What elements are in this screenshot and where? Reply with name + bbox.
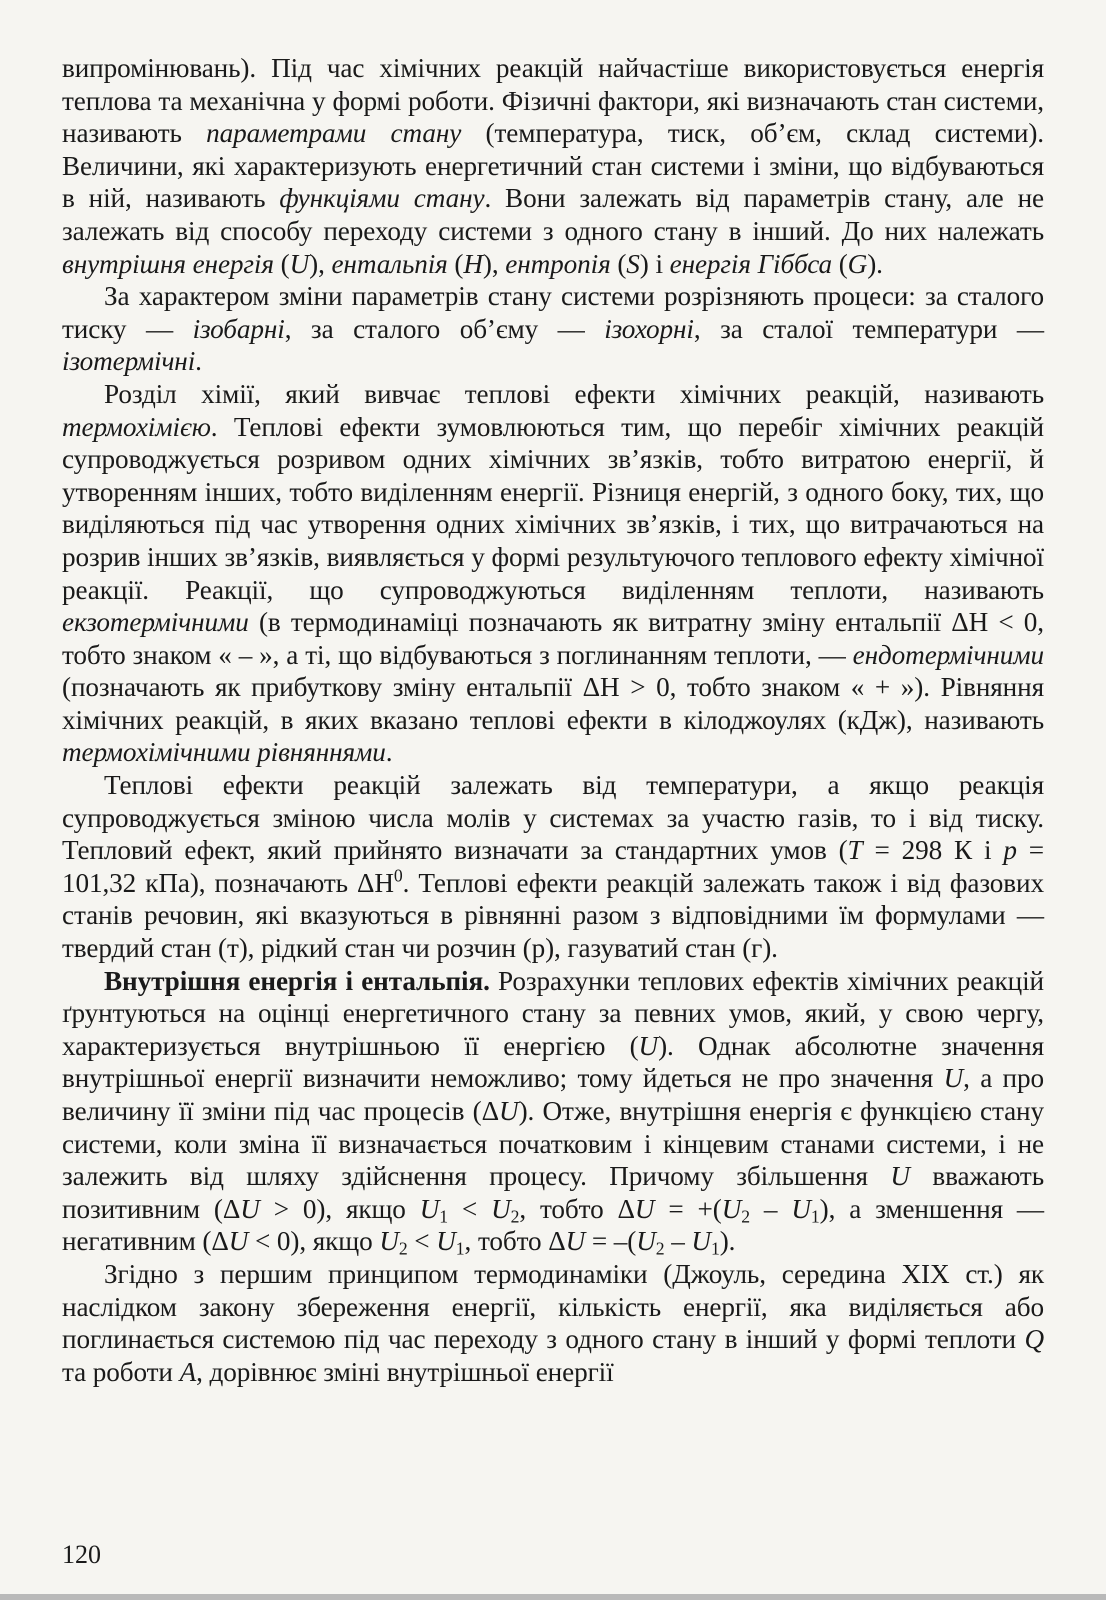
- italic-term: T: [847, 835, 863, 866]
- subscript: 1: [810, 1206, 820, 1227]
- subscript: 1: [439, 1206, 449, 1227]
- italic-term: ентальпія: [331, 248, 448, 279]
- text-run: > 0), якщо: [259, 1193, 420, 1224]
- text-run: (позначають як прибуткову зміну ентальпії ΔH > 0, тобто знаком « + »). Рівняння хімічних реакцій, в яких вказано теплові ефекти в кілоджоулях (кДж), називають: [62, 672, 1044, 735]
- italic-term: U: [419, 1193, 440, 1224]
- subscript: 2: [655, 1238, 665, 1259]
- text-run: ). Однак абсолютне значення внутрішньої енергії визначити неможливо; тому йдеться не про значення: [62, 1030, 1044, 1094]
- text-run: (в термодинаміці позначають як витратну зміну ентальпії ΔH < 0, тобто знаком « – », а ті, що відбуваються з поглинанням теплоти, —: [62, 607, 1044, 670]
- subscript: 1: [455, 1238, 465, 1259]
- italic-term: U: [491, 1193, 511, 1224]
- italic-term: U: [943, 1063, 964, 1094]
- italic-term: U: [240, 1193, 260, 1224]
- text-run: = –(: [585, 1226, 637, 1257]
- text-run: Теплові ефекти реакцій залежать від температури, а якщо реакція супроводжується зміною числа молів у системах за участю газів, то і від тиску. Тепловий ефект, який прийнято визначати за стандартних умов (: [62, 770, 1044, 866]
- italic-term: U: [634, 1193, 655, 1224]
- text-run: . Теплові ефекти реакцій залежать також і від фазових станів речовин, які вказуються в рівнянні разом з відповідними їм формулами — твердий стан (т), рідкий стан чи розчин (р), газуватий стан (г).: [62, 867, 1044, 964]
- text-run: Розрахунки теплових ефектів хімічних реакцій ґрунтуються на оцінці енергетичного стану за певних умов, який, у свою чергу, характеризується внутрішньою її енергією (: [62, 965, 1044, 1061]
- bold-heading: Внутрішня енергія і ентальпія.: [104, 965, 490, 996]
- subscript: 2: [510, 1206, 520, 1227]
- italic-term: U: [565, 1226, 586, 1257]
- italic-term: U: [499, 1096, 519, 1126]
- italic-term: ізохорні: [604, 313, 694, 344]
- text-run: випромінювань). Під час хімічних реакцій найчастіше використовується енергія теплова та механічна у формі роботи. Фізичні фактори, які визначають стан системи, називають: [62, 53, 1044, 149]
- italic-term: U: [636, 1226, 656, 1257]
- text-run: ).: [719, 1226, 736, 1257]
- italic-term: U: [691, 1226, 711, 1257]
- paragraph-internal-energy: [62, 965, 1044, 1258]
- italic-term: U: [791, 1193, 811, 1224]
- italic-term: U: [379, 1226, 399, 1257]
- text-run: вважають позитивним (Δ: [62, 1161, 1045, 1224]
- italic-term: ізотермічні: [62, 346, 196, 377]
- text-run: .: [385, 737, 393, 768]
- italic-term: термохімією: [62, 411, 211, 442]
- text-run: (: [447, 248, 464, 279]
- subscript: 2: [741, 1206, 750, 1227]
- text-run: (: [610, 248, 627, 279]
- paragraph-first-law: [62, 1258, 1044, 1388]
- italic-term: Q: [1024, 1324, 1044, 1355]
- text-run: = 101,32 кПа), позначають ΔH: [62, 835, 1045, 898]
- text-run: = 298 К і: [862, 835, 1004, 866]
- italic-term: H: [463, 248, 483, 279]
- text-run: , тобто Δ: [464, 1226, 566, 1257]
- italic-term: p: [1003, 835, 1017, 866]
- text-run: ),: [309, 248, 332, 279]
- italic-term: U: [721, 1193, 742, 1224]
- text-run: , за сталої температури —: [693, 313, 1044, 344]
- text-run: –: [664, 1226, 692, 1257]
- text-run: = +(: [654, 1193, 722, 1224]
- italic-term: енергія Гіббса: [669, 248, 832, 279]
- italic-term: U: [638, 1030, 659, 1061]
- text-run: Згідно з першим принципом термодинаміки (Джоуль, середина XIX ст.) як наслідком закону збереження енергії, кількість енергії, яка виділяється або поглинається системою під час переходу з одного стану в інший у формі теплоти: [62, 1258, 1044, 1355]
- text-run: , дорівнює зміні внутрішньої енергії: [196, 1356, 614, 1387]
- text-run: . Вони залежать від параметрів стану, але не залежать від способу переходу системи з одного стану в інший. До них належать: [62, 183, 1044, 246]
- italic-term: S: [626, 248, 640, 279]
- paragraph-thermochemistry: [62, 378, 1044, 769]
- paragraph-processes: [62, 280, 1044, 378]
- text-run: <: [448, 1193, 492, 1224]
- text-run: (температура, тиск, об’єм, склад системи). Величини, які характеризують енергетичний стан системи і зміни, що відбуваються в ній, називають: [62, 118, 1044, 214]
- italic-term: внутрішня енергія: [62, 248, 274, 279]
- text-run: ),: [482, 248, 506, 279]
- italic-term: A: [179, 1356, 197, 1387]
- italic-term: U: [228, 1226, 249, 1257]
- text-run: та роботи: [62, 1356, 180, 1387]
- text-run: За характером зміни параметрів стану системи розрізняють процеси: за сталого тиску —: [62, 281, 1044, 344]
- italic-term: функціями стану: [279, 183, 485, 214]
- italic-term: екзотермічними: [62, 607, 249, 638]
- italic-term: ендотермічними: [852, 639, 1044, 670]
- text-run: < 0), якщо: [248, 1226, 380, 1257]
- page-number: 120: [62, 1540, 101, 1569]
- paragraph-state-functions: [62, 52, 1044, 280]
- page-body: [62, 52, 1044, 1388]
- scan-bottom-edge: [0, 1594, 1106, 1600]
- italic-term: параметрами стану: [206, 118, 462, 149]
- text-run: ) і: [639, 248, 670, 279]
- italic-term: U: [436, 1226, 456, 1257]
- italic-term: термохімічними рівняннями: [62, 737, 386, 768]
- italic-term: U: [289, 248, 310, 279]
- paragraph-thermal-effects: [62, 769, 1044, 965]
- text-run: <: [407, 1226, 437, 1257]
- text-run: . Теплові ефекти зумовлюються тим, що перебіг хімічних реакцій супроводжується розривом одних хімічних зв’язків, тобто витратою енергії, й утворенням інших, тобто виділенням енергії. Різниця енергій, з одного боку, тих, що виділяються під час утворення одних хімічних зв’язків, і тих, що витрачаються на розрив інших зв’язків, виявляється у формі результуючого теплового ефекту хімічної реакції. Реакції, що супроводжуються виділенням теплоти, називають: [62, 411, 1044, 605]
- italic-term: U: [890, 1161, 910, 1192]
- subscript: 2: [398, 1238, 408, 1259]
- superscript: 0: [393, 865, 403, 886]
- text-run: (: [273, 248, 290, 279]
- text-run: ), а зменшення — негативним (Δ: [62, 1193, 1044, 1257]
- text-run: ).: [867, 248, 883, 279]
- text-run: , тобто Δ: [519, 1193, 635, 1224]
- text-run: , за сталого об’єму —: [284, 313, 605, 344]
- italic-term: G: [847, 248, 868, 279]
- text-run: .: [195, 346, 202, 377]
- subscript: 1: [710, 1238, 720, 1259]
- text-run: –: [750, 1193, 792, 1224]
- text-run: ). Отже, внутрішня енергія є функцією стану системи, коли зміна її визначається початковим і кінцевим станами системи, і не залежить від шляху здійснення процесу. Причому збільшення: [62, 1096, 1044, 1192]
- text-run: (: [832, 248, 848, 279]
- italic-term: ізобарні: [192, 313, 285, 344]
- text-run: , а про величину її зміни під час процесів (Δ: [62, 1063, 1044, 1126]
- text-run: Розділ хімії, який вивчає теплові ефекти хімічних реакцій, називають: [104, 378, 1044, 409]
- italic-term: ентропія: [505, 248, 611, 279]
